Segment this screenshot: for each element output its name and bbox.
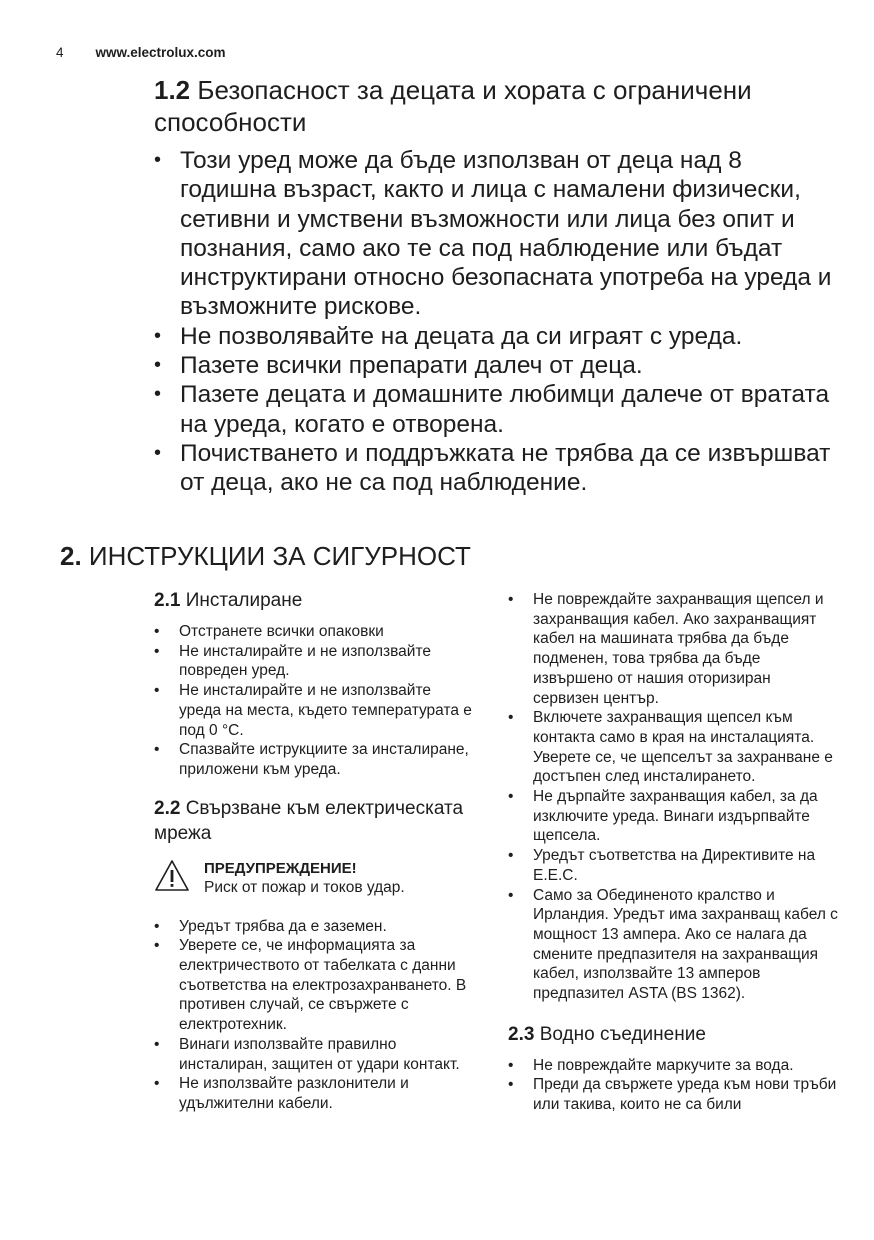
list-item: • Не позволявайте на децата да си играят с уреда. — [154, 322, 844, 351]
left-column — [154, 588, 474, 1114]
section-2-1-heading — [154, 588, 474, 613]
list-item: • Отстранете всички опаковки — [154, 622, 474, 642]
list-item: • Този уред може да бъде използван от деца над 8 годишна възраст, както и лица с намалени физически, сетивни и умствени възможности или лица без опит и познания, само ако те са под наблюдение или бъдат инструктирани относно безопасната употреба на уреда и възможните рискове. — [154, 146, 844, 322]
page-number: 4 — [56, 45, 64, 60]
list-item: • Уредът съответства на Директивите на Е.Е.С. — [508, 846, 838, 885]
list-item: • Не инсталирайте и не използвайте уреда на места, където температурата е под 0 °C. — [154, 681, 474, 740]
list-item: • Не повреждайте маркучите за вода. — [508, 1056, 838, 1076]
warning-title: ПРЕДУПРЕЖДЕНИЕ! — [204, 859, 357, 877]
section-1-2-title: Безопасност за децата и хората с ограничени способности — [154, 75, 752, 137]
list-item: • Уверете се, че информацията за електричеството от табелката с данни съответства на електрозахранването. В противен случай, се свържете с електротехник. — [154, 936, 474, 1035]
section-2-heading — [60, 538, 471, 574]
list-item: • Пазете децата и домашните любимци далече от вратата на уреда, когато е отворена. — [154, 380, 844, 439]
list-item: • Уредът трябва да е заземен. — [154, 917, 474, 937]
section-2-3-list — [508, 1056, 838, 1115]
section-2-title: ИНСТРУКЦИИ ЗА СИГУРНОСТ — [88, 541, 471, 571]
list-item: • Само за Обединеното кралство и Ирландия. Уредът има захранващ кабел с мощност 13 ампера. Ако се налага да смените предпазителя на захранващия кабел, използвайте 13 амперов предпазител ASTA (BS 1362). — [508, 886, 838, 1004]
list-item: • Не дърпайте захранващия кабел, за да изключите уреда. Винаги издърпвайте щепсела. — [508, 787, 838, 846]
section-2-1-list — [154, 622, 474, 780]
section-2-1-number: 2.1 — [154, 590, 181, 611]
list-item: • Не използвайте разклонители и удължителни кабели. — [154, 1074, 474, 1113]
section-2-3-heading — [508, 1022, 838, 1047]
section-2-1-title: Инсталиране — [185, 590, 303, 611]
list-item: • Пазете всички препарати далеч от деца. — [154, 351, 844, 380]
list-item: • Спазвайте иструкциите за инсталиране, приложени към уреда. — [154, 740, 474, 779]
section-2-2-heading — [154, 796, 474, 846]
list-item: • Не повреждайте захранващия щепсел и захранващия кабел. Ако захранващият кабел на машината трябва да бъде подменен, това трябва да бъде извършено от нашия оторизиран сервизен център. — [508, 590, 838, 708]
section-2-2-number: 2.2 — [154, 797, 181, 819]
list-item: • Винаги използвайте правилно инсталиран, защитен от удари контакт. — [154, 1035, 474, 1074]
section-1-2 — [154, 74, 844, 498]
section-2-3-number: 2.3 — [508, 1023, 535, 1045]
page-header — [56, 45, 226, 60]
warning-triangle-icon — [154, 859, 190, 893]
list-item: • Почистването и поддръжката не трябва да се извършват от деца, ако не са под наблюдение. — [154, 439, 844, 498]
list-item: • Не инсталирайте и не използвайте повреден уред. — [154, 642, 474, 681]
section-1-2-heading — [154, 74, 844, 138]
warning-box — [154, 859, 474, 897]
section-1-2-number: 1.2 — [154, 75, 191, 105]
right-column — [508, 590, 838, 1115]
section-2-2-title: Свързване към електрическата мрежа — [154, 797, 464, 844]
section-1-2-list — [154, 146, 844, 498]
warning-text: Риск от пожар и токов удар. — [204, 878, 405, 896]
section-2-1-list-continued — [508, 590, 838, 1004]
section-2-2-list — [154, 917, 474, 1114]
list-item: • Включете захранващия щепсел към контакта само в края на инсталацията. Уверете се, че щепселът за захранване е достъпен след инсталирането. — [508, 708, 838, 787]
section-2-number: 2. — [60, 541, 82, 571]
section-2-3-title: Водно съединение — [539, 1023, 706, 1045]
list-item: • Преди да свържете уреда към нови тръби или такива, които не са били — [508, 1075, 838, 1114]
website-url: www.electrolux.com — [95, 45, 226, 60]
